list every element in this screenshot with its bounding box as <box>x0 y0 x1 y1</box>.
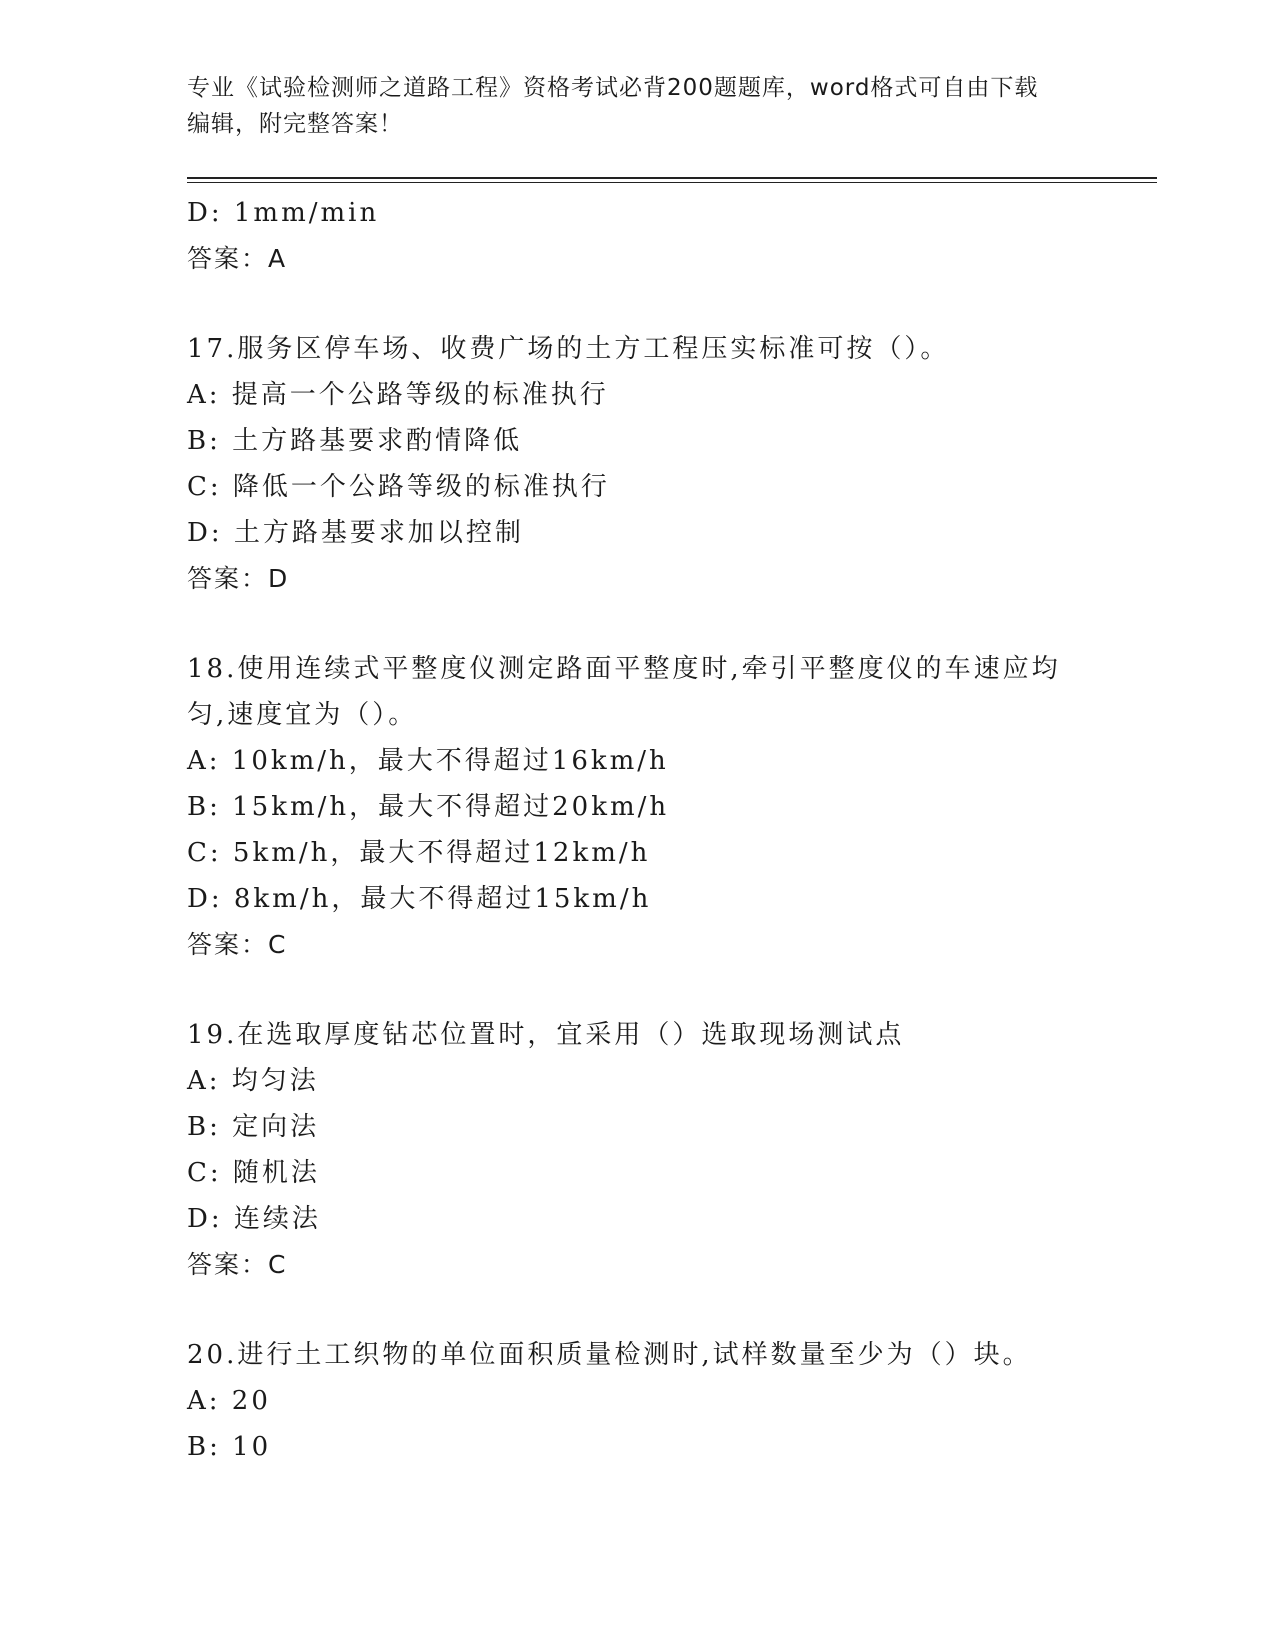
answer: 答案：C <box>187 1250 288 1279</box>
option-c: C: 随机法 <box>187 1158 320 1188</box>
question-stem: 18.使用连续式平整度仪测定路面平整度时,牵引平整度仪的车速应均 <box>187 654 1061 684</box>
question-stem: 20.进行土工织物的单位面积质量检测时,试样数量至少为（）块。 <box>187 1340 1032 1370</box>
question-19 <box>187 1012 1087 1288</box>
header-line-2: 编辑，附完整答案！ <box>187 111 403 137</box>
option-a: A: 10km/h，最大不得超过16km/h <box>187 746 669 776</box>
option-c: C: 降低一个公路等级的标准执行 <box>187 472 610 502</box>
q16-option-d: D: 1mm/min <box>187 198 380 228</box>
header-line-1: 专业《试验检测师之道路工程》资格考试必背200题题库，word格式可自由下载 <box>187 75 1039 101</box>
question-20 <box>187 1332 1087 1470</box>
option-c: C: 5km/h，最大不得超过12km/h <box>187 838 651 868</box>
option-b: B: 10 <box>187 1432 272 1462</box>
question-18 <box>187 646 1087 968</box>
option-d: D: 8km/h，最大不得超过15km/h <box>187 884 652 914</box>
option-d: D: 土方路基要求加以控制 <box>187 518 524 548</box>
option-b: B: 土方路基要求酌情降低 <box>187 426 523 456</box>
question-17 <box>187 326 1087 602</box>
option-a: A: 均匀法 <box>187 1066 319 1096</box>
document-page <box>187 0 1157 1650</box>
question-content <box>187 190 1087 1470</box>
header-divider-thin <box>187 182 1157 183</box>
option-d: D: 连续法 <box>187 1204 321 1234</box>
answer: 答案：C <box>187 930 288 959</box>
option-a: A: 提高一个公路等级的标准执行 <box>187 380 609 410</box>
question-stem: 17.服务区停车场、收费广场的土方工程压实标准可按（）。 <box>187 334 950 364</box>
option-b: B: 15km/h，最大不得超过20km/h <box>187 792 670 822</box>
question-stem: 19.在选取厚度钻芯位置时，宜采用（）选取现场测试点 <box>187 1020 905 1050</box>
document-header <box>187 70 1087 142</box>
option-a: A: 20 <box>187 1386 271 1416</box>
answer: 答案：D <box>187 564 290 593</box>
q16-answer: 答案：A <box>187 244 288 273</box>
option-b: B: 定向法 <box>187 1112 320 1142</box>
header-divider-thick <box>187 177 1157 179</box>
question-stem-continued: 匀,速度宜为（）。 <box>187 700 418 730</box>
